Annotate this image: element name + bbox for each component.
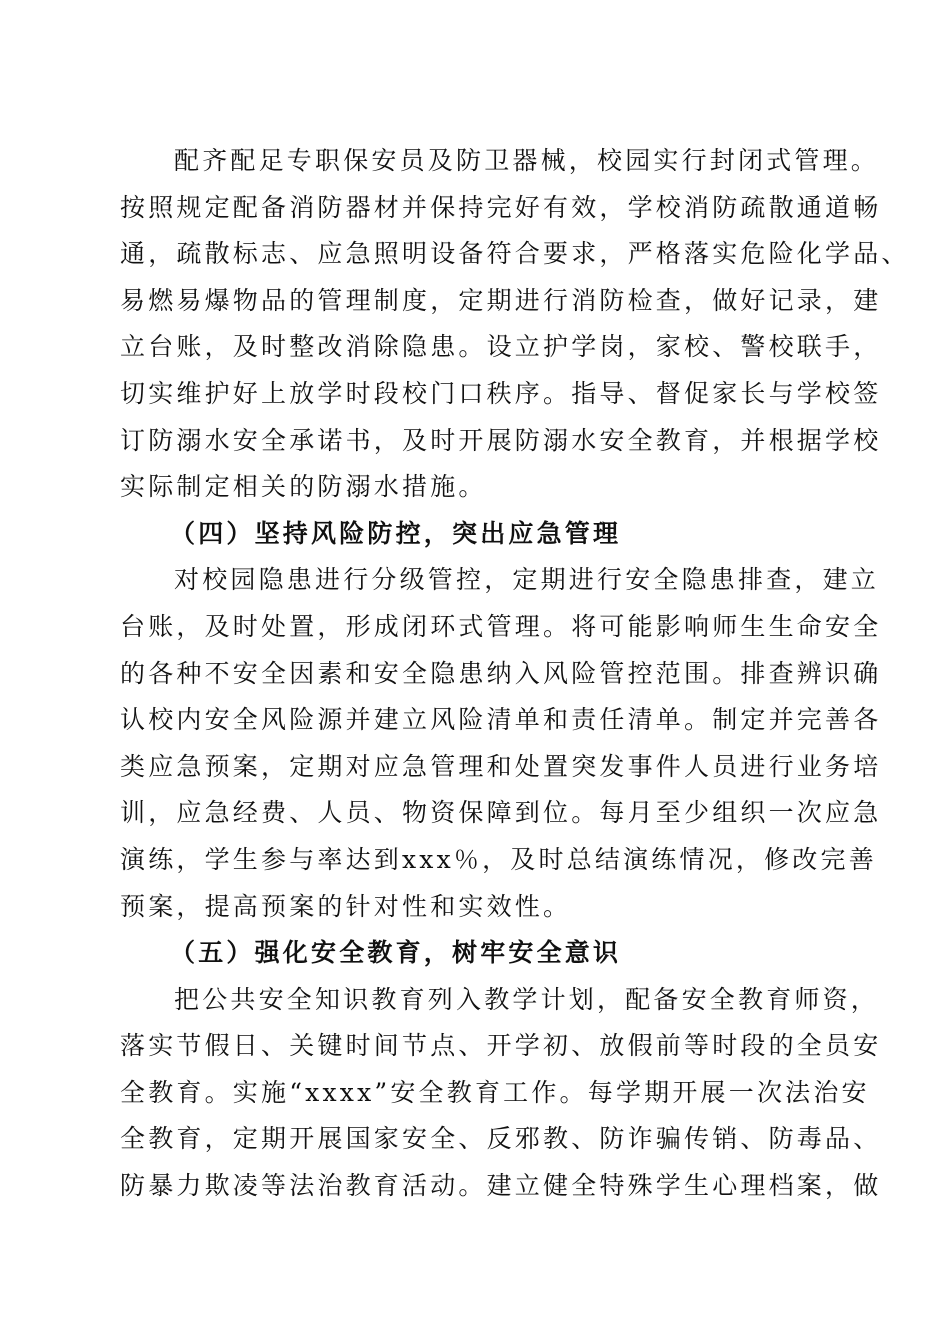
paragraph-line: 的各种不安全因素和安全隐患纳入风险管控范围。排查辨识确 [120,658,882,688]
paragraph-line: 全教育。实施“xxxx”安全教育工作。每学期开展一次法治安 [120,1077,870,1107]
paragraph-line: 全教育，定期开展国家安全、反邪教、防诈骗传销、防毒品、 [120,1124,882,1154]
paragraph-line: 按照规定配备消防器材并保持完好有效，学校消防疏散通道畅 [120,192,882,222]
paragraph-line: 配齐配足专职保安员及防卫器械，校园实行封闭式管理。 [174,146,880,175]
paragraph-line: 易燃易爆物品的管理制度，定期进行消防检查，做好记录，建 [120,285,882,315]
paragraph-line: 演练，学生参与率达到xxx％，及时总结演练情况，修改完善 [120,844,877,874]
paragraph-line: 切实维护好上放学时段校门口秩序。指导、督促家长与学校签 [120,378,882,408]
paragraph-line: 类应急预案，定期对应急管理和处置突发事件人员进行业务培 [120,751,882,781]
document-body [120,138,910,1210]
paragraph-line: 订防溺水安全承诺书，及时开展防溺水安全教育，并根据学校 [120,425,882,455]
paragraph-line: 预案，提高预案的针对性和实效性。 [120,891,572,921]
section-heading-5: （五）强化安全教育，树牢安全意识 [170,938,622,968]
paragraph-line: 防暴力欺凌等法治教育活动。建立健全特殊学生心理档案，做 [120,1171,882,1201]
paragraph-line: 立台账，及时整改消除隐患。设立护学岗，家校、警校联手， [120,332,882,362]
paragraph-line: 通，疏散标志、应急照明设备符合要求，严格落实危险化学品、 [120,239,910,269]
paragraph-line: 落实节假日、关键时间节点、开学初、放假前等时段的全员安 [120,1031,882,1061]
section-heading-4: （四）坚持风险防控，突出应急管理 [170,518,622,548]
paragraph-line: 认校内安全风险源并建立风险清单和责任清单。制定并完善各 [120,705,882,735]
paragraph-line: 实际制定相关的防溺水措施。 [120,472,487,502]
paragraph-line: 把公共安全知识教育列入教学计划，配备安全教育师资， [174,984,880,1014]
paragraph-line: 训，应急经费、人员、物资保障到位。每月至少组织一次应急 [120,798,882,828]
paragraph-line: 台账，及时处置，形成闭环式管理。将可能影响师生生命安全 [120,611,882,641]
paragraph-line: 对校园隐患进行分级管控，定期进行安全隐患排查，建立 [174,565,880,595]
